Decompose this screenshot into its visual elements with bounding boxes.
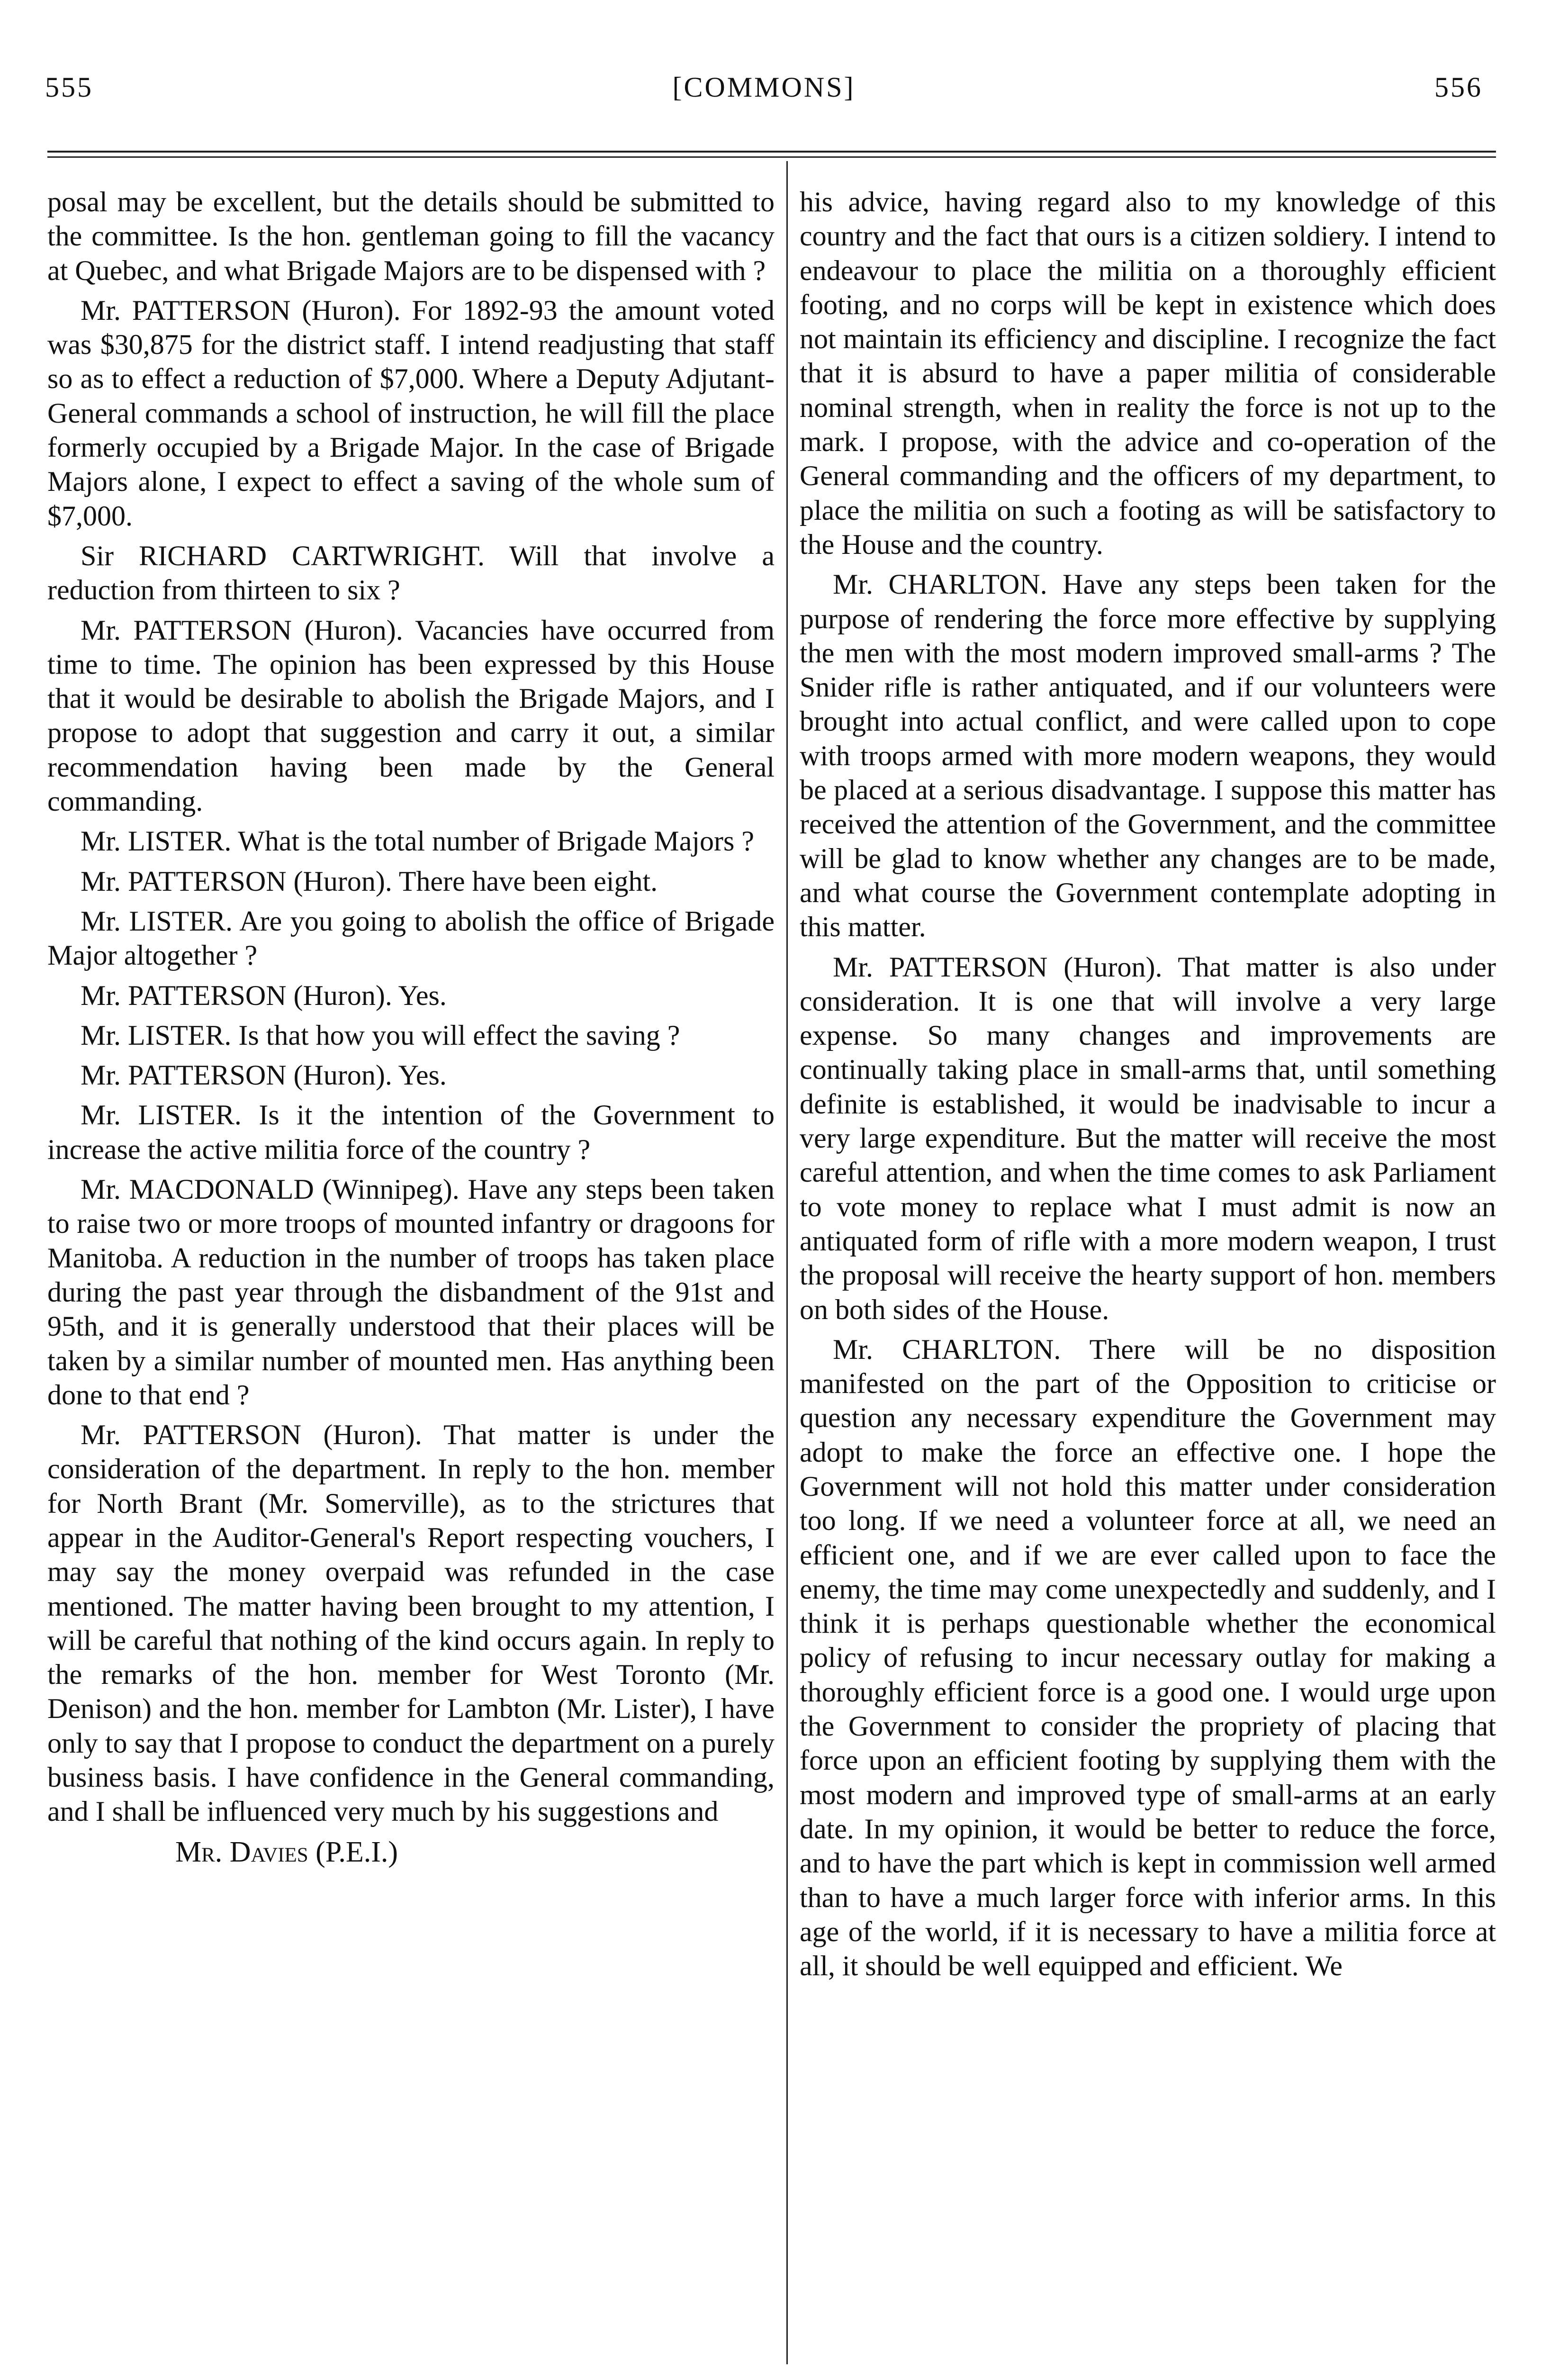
left-paragraph-7: Mr. LISTER. Are you going to abolish the office of Brigade Major altogether ? bbox=[47, 905, 775, 971]
left-paragraph-4: Mr. PATTERSON (Huron). Vacancies have occurred from time to time. The opinion has been expressed by this House that it would be desirable to abolish the Brigade Majors, and I propose to adopt that suggestion and carry it out, a similar recommendation having been made by the General commanding. bbox=[47, 614, 775, 817]
left-paragraph-10: Mr. PATTERSON (Huron). Yes. bbox=[81, 1059, 447, 1091]
left-paragraph-9: Mr. LISTER. Is that how you will effect the saving ? bbox=[81, 1019, 680, 1051]
page-number-left: 555 bbox=[45, 72, 93, 103]
column-divider bbox=[786, 161, 788, 2364]
left-paragraph-12: Mr. MACDONALD (Winnipeg). Have any steps been taken to raise two or more troops of mounted infantry or dragoons for Manitoba. A reduction in the number of troops has taken place during the past year through the disbandment of the 91st and 95th, and it is generally understood that their places will be taken by a similar number of mounted men. Has anything been done to that end ? bbox=[47, 1174, 775, 1411]
left-paragraph-1: posal may be excellent, but the details should be submitted to the committee. Is the hon. gentleman going to fill the vacancy at Quebec, and what Brigade Majors are to be dispensed with ? bbox=[47, 186, 775, 286]
right-paragraph-1: his advice, having regard also to my knowledge of this country and the fact that ours is a citizen soldiery. I intend to endeavour to place the militia on a thoroughly efficient footing, and no corps will be kept in existence which does not maintain its efficiency and discipline. I recognize the fact that it is absurd to have a paper militia of considerable nominal strength, when in reality the force is not up to the mark. I propose, with the advice and co-operation of the General commanding and the officers of my department, to place the militia on such a footing as will be satisfactory to the House and the country. bbox=[800, 186, 1496, 560]
right-paragraph-4: Mr. CHARLTON. There will be no disposition manifested on the part of the Opposition to criticise or question any necessary expenditure the Government may adopt to make the force an effective one. I hope the Government will not hold this matter under consideration too long. If we need a volunteer force at all, we need an efficient one, and if we are ever called upon to face the enemy, the time may come unexpectedly and suddenly, and I think it is perhaps questionable whether the economical policy of refusing to incur necessary outlay for making a thoroughly efficient force is a good one. I would urge upon the Government to consider the propriety of placing that force upon an efficient footing by supplying them with the most modern and improved type of small-arms at an early date. In my opinion, it would be better to reduce the force, and to have the part which is kept in commission well armed than to have a much larger force with inferior arms. In this age of the world, if it is necessary to have a militia force at all, it should be well equipped and efficient. We bbox=[800, 1333, 1496, 1982]
page-number-right: 556 bbox=[1434, 72, 1483, 103]
left-paragraph-13: Mr. PATTERSON (Huron). That matter is under the consideration of the department. In reply to the hon. member for North Brant (Mr. Somerville), as to the strictures that appear in the Auditor-General's Report respecting vouchers, I may say the money overpaid was refunded in the case mentioned. The matter having been brought to my attention, I will be careful that nothing of the kind occurs again. In reply to the remarks of the hon. member for West Toronto (Mr. Denison) and the hon. member for Lambton (Mr. Lister), I have only to say that I propose to conduct the department on a purely business basis. I have confidence in the General commanding, and I shall be influenced very much by his suggestions and bbox=[47, 1419, 775, 1827]
left-paragraph-3: Sir RICHARD CARTWRIGHT. Will that involve a reduction from thirteen to six ? bbox=[47, 540, 775, 606]
right-paragraph-2: Mr. CHARLTON. Have any steps been taken for the purpose of rendering the force more effective by supplying the men with the most modern improved small-arms ? The Snider rifle is rather antiquated, and if our volunteers were brought into actual conflict, and were called upon to cope with troops armed with more modern weapons, they would be placed at a serious disadvantage. I suppose this matter has received the attention of the Government, and the committee will be glad to know whether any changes are to be made, and what course the Government contemplate adopting in this matter. bbox=[800, 569, 1496, 943]
header-rule-bottom bbox=[47, 156, 1496, 158]
speaker-signature: Mr. Davies (P.E.I.) bbox=[175, 1836, 398, 1868]
left-paragraph-8: Mr. PATTERSON (Huron). Yes. bbox=[81, 979, 447, 1011]
right-paragraph-3: Mr. PATTERSON (Huron). That matter is also under consideration. It is one that will involve a very large expense. So many changes and improvements are continually taking place in small-arms that, until something definite is established, it would be inadvisable to incur a very large expenditure. But the matter will receive the most careful attention, and when the time comes to ask Parliament to vote money to replace what I must admit is now an antiquated form of rifle with a more modern weapon, I trust the proposal will receive the hearty support of hon. members on both sides of the House. bbox=[800, 951, 1496, 1325]
right-column bbox=[800, 185, 1496, 2362]
left-paragraph-6: Mr. PATTERSON (Huron). There have been eight. bbox=[81, 865, 658, 897]
left-paragraph-11: Mr. LISTER. Is it the intention of the Government to increase the active militia force of the country ? bbox=[47, 1099, 775, 1165]
left-paragraph-2: Mr. PATTERSON (Huron). For 1892-93 the amount voted was $30,875 for the district staff. I intend readjusting that staff so as to effect a reduction of $7,000. Where a Deputy Adjutant-General commands a school of instruction, he will fill the place formerly occupied by a Brigade Major. In the case of Brigade Majors alone, I expect to effect a saving of the whole sum of $7,000. bbox=[47, 294, 775, 532]
left-column bbox=[47, 185, 775, 2362]
header-rule-top bbox=[47, 151, 1496, 153]
page-header bbox=[45, 71, 1483, 128]
left-paragraph-5: Mr. LISTER. What is the total number of Brigade Majors ? bbox=[81, 825, 754, 857]
page-title: [COMMONS] bbox=[672, 72, 856, 103]
